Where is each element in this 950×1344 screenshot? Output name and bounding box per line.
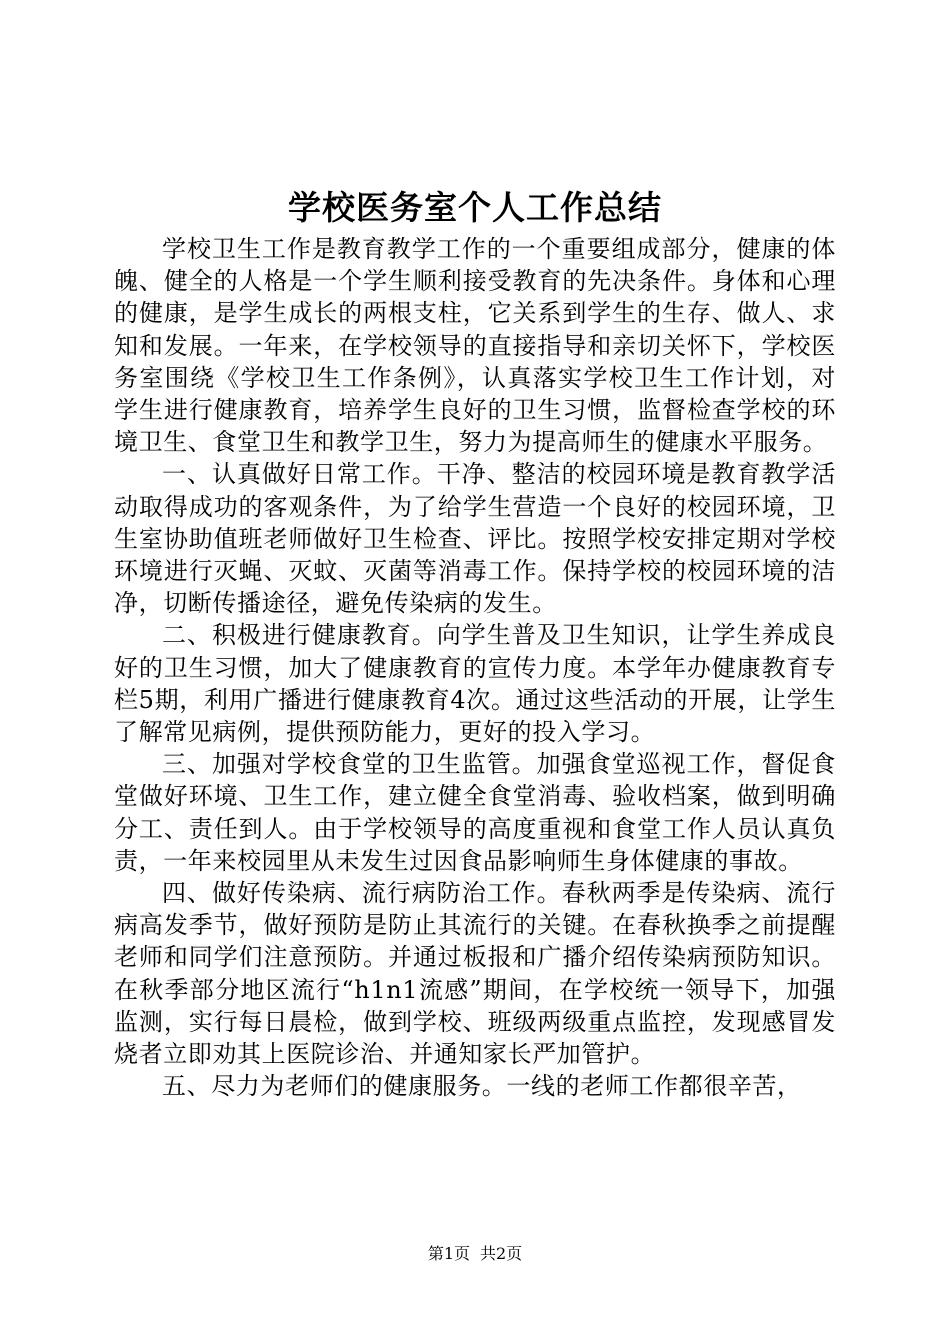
paragraph-intro: 学校卫生工作是教育教学工作的一个重要组成部分，健康的体魄、健全的人格是一个学生顺利接受教育的先决条件。身体和心理的健康，是学生成长的两根支柱，它关系到学生的生存、做人、求知和发展。一年来，在学校领导的直接指导和亲切关怀下，学校医务室围绕《学校卫生工作条例》，认真落实学校卫生工作计划，对学生进行健康教育，培养学生良好的卫生习惯，监督检查学校的环境卫生、食堂卫生和教学卫生，努力为提高师生的健康水平服务。 <box>114 235 836 457</box>
paragraph-canteen-supervision: 三、加强对学校食堂的卫生监管。加强食堂巡视工作，督促食堂做好环境、卫生工作，建立健全食堂消毒、验收档案，做到明确分工、责任到人。由于学校领导的高度重视和食堂工作人员认真负责，一年来校园里从未发生过因食品影响师生身体健康的事故。 <box>114 750 836 875</box>
document-title: 学校医务室个人工作总结 <box>288 188 662 227</box>
page-number: 第1页 <box>427 1244 470 1263</box>
paragraph-disease-prevention: 四、做好传染病、流行病防治工作。春秋两季是传染病、流行病高发季节，做好预防是防止其流行的关键。在春秋换季之前提醒老师和同学们注意预防。并通过板报和广播介绍传染病预防知识。在秋季部分地区流行“h1n1流感”期间，在学校统一领导下，加强监测，实行每日晨检，做到学校、班级两级重点监控，发现感冒发烧者立即劝其上医院诊治、并通知家长严加管护。 <box>114 879 836 1069</box>
document-body <box>114 233 836 1102</box>
paragraph-daily-work: 一、认真做好日常工作。干净、整洁的校园环境是教育教学活动取得成功的客观条件，为了给学生营造一个良好的校园环境，卫生室协助值班老师做好卫生检查、评比。按照学校安排定期对学校环境进行灭蝇、灭蚊、灭菌等消毒工作。保持学校的校园环境的洁净，切断传播途径，避免传染病的发生。 <box>114 460 836 618</box>
paragraph-health-education: 二、积极进行健康教育。向学生普及卫生知识，让学生养成良好的卫生习惯，加大了健康教育的宣传力度。本学年办健康教育专栏5期，利用广播进行健康教育4次。通过这些活动的开展，让学生了解常见病例，提供预防能力，更好的投入学习。 <box>114 621 836 747</box>
paragraph-teacher-health: 五、尽力为老师们的健康服务。一线的老师工作都很辛苦， <box>162 1072 802 1101</box>
page-count: 共2页 <box>480 1244 523 1263</box>
page-footer <box>0 1242 950 1266</box>
